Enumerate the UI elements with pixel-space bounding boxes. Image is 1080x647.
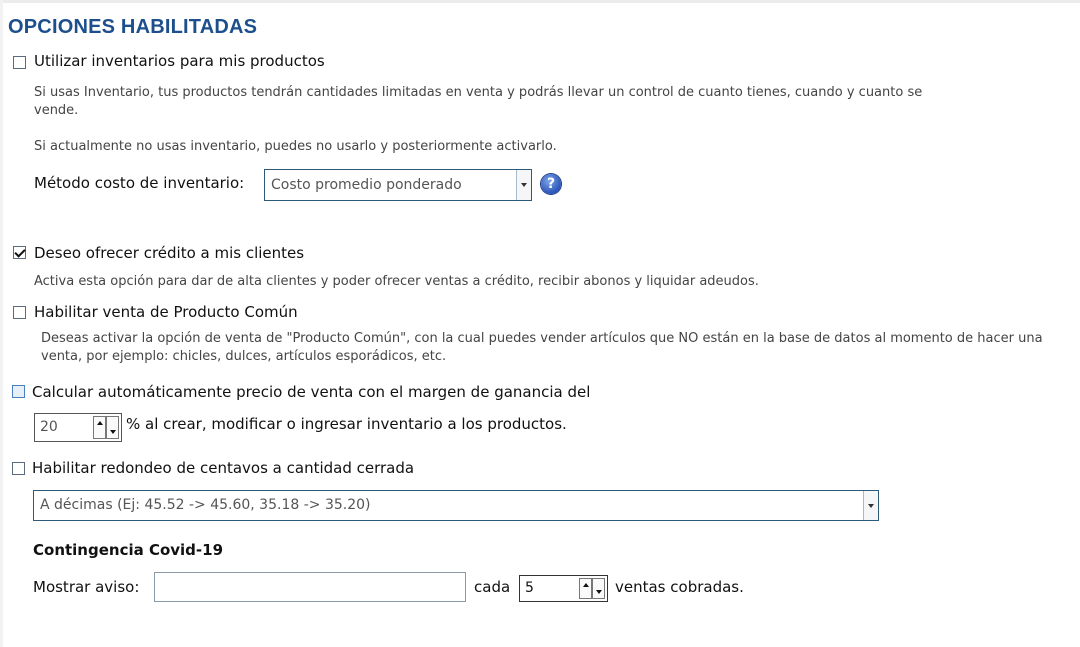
rounding-select-value: A décimas (Ej: 45.52 -> 45.60, 35.18 -> 35.20): [40, 497, 371, 513]
sales-count-value: 5: [525, 580, 534, 596]
help-icon[interactable]: ?: [541, 174, 561, 194]
common-product-desc-line2: venta, por ejemplo: chicles, dulces, artículos esporádicos, etc.: [41, 349, 447, 364]
rounding-checkbox-label[interactable]: Habilitar redondeo de centavos a cantidad cerrada: [32, 459, 415, 477]
inventory-method-select[interactable]: [264, 169, 532, 201]
inventory-method-value: Costo promedio ponderado: [271, 177, 462, 193]
margin-stepper[interactable]: [34, 413, 122, 442]
inventory-method-label: Método costo de inventario:: [34, 174, 245, 192]
auto-price-checkbox-label[interactable]: Calcular automáticamente precio de venta con el margen de ganancia del: [32, 383, 591, 401]
notice-input[interactable]: [154, 572, 466, 602]
left-border: [0, 0, 3, 647]
every-label: cada: [474, 578, 511, 596]
inventory-desc-line2: vende.: [34, 103, 79, 118]
top-border: [0, 0, 1080, 3]
auto-price-checkbox[interactable]: [12, 385, 25, 398]
arrow-down-icon[interactable]: [106, 416, 119, 439]
credit-checkbox-label[interactable]: Deseo ofrecer crédito a mis clientes: [34, 244, 305, 262]
credit-desc: Activa esta opción para dar de alta clientes y poder ofrecer ventas a crédito, recibir abonos y liquidar adeudos.: [34, 274, 759, 289]
common-product-desc-line1: Deseas activar la opción de venta de "Producto Común", con la cual puedes vender artículos que NO están en la base de datos al momento de hacer una: [41, 331, 1043, 346]
inventory-desc-line1: Si usas Inventario, tus productos tendrán cantidades limitadas en venta y podrás llevar un control de cuanto tienes, cuando y cuanto se: [34, 85, 923, 100]
rounding-checkbox[interactable]: [12, 462, 25, 475]
arrow-up-icon[interactable]: [93, 416, 106, 439]
covid-heading: Contingencia Covid-19: [33, 541, 224, 559]
common-product-checkbox-label[interactable]: Habilitar venta de Producto Común: [34, 303, 298, 321]
arrow-down-icon[interactable]: [592, 578, 605, 599]
auto-price-suffix: % al crear, modificar o ingresar inventario a los productos.: [126, 415, 567, 433]
inventory-checkbox-label[interactable]: Utilizar inventarios para mis productos: [34, 52, 325, 70]
page-title: OPCIONES HABILITADAS: [8, 16, 258, 38]
stepper-arrows[interactable]: [579, 578, 605, 599]
sales-count-stepper[interactable]: [519, 575, 608, 602]
credit-checkbox[interactable]: [13, 246, 26, 259]
chevron-down-icon[interactable]: [863, 491, 878, 520]
inventory-checkbox[interactable]: [13, 56, 26, 69]
rounding-select[interactable]: [33, 490, 879, 521]
notice-label: Mostrar aviso:: [33, 578, 140, 596]
stepper-arrows[interactable]: [93, 416, 119, 439]
margin-value: 20: [40, 419, 58, 435]
common-product-checkbox[interactable]: [13, 306, 26, 319]
chevron-down-icon[interactable]: [516, 170, 531, 200]
inventory-desc-line3: Si actualmente no usas inventario, puedes no usarlo y posteriormente activarlo.: [34, 139, 557, 154]
arrow-up-icon[interactable]: [579, 578, 592, 599]
sales-label: ventas cobradas.: [615, 578, 744, 596]
